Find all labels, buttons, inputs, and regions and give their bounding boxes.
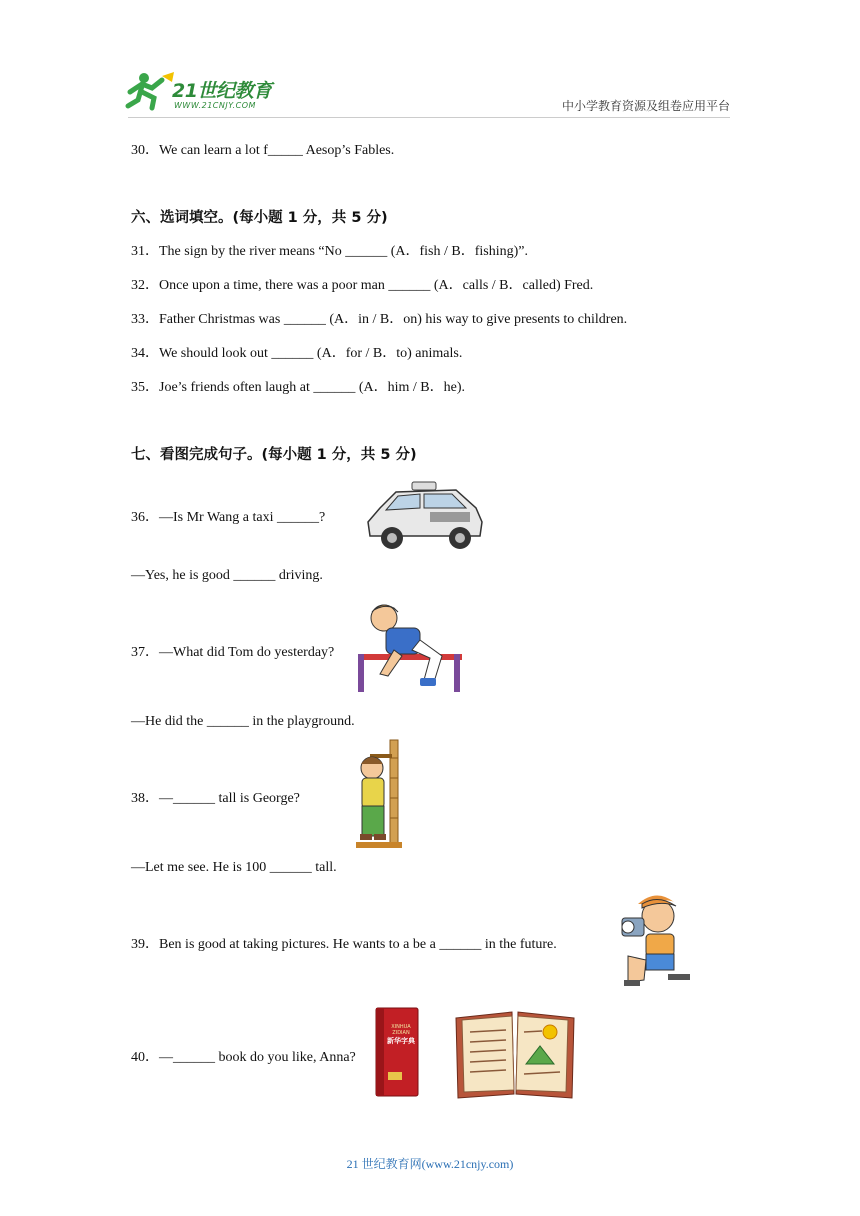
page-footer: 21 世纪教育网(www.21cnjy.com) [346, 1157, 514, 1171]
logo-title: 21世纪教育 [172, 80, 272, 102]
site-logo [122, 70, 292, 114]
platform-name: 中小学教育资源及组卷应用平台 [561, 99, 730, 113]
section-6-title: 六、选词填空。(每小题 1 分，共 5 分) [131, 210, 388, 226]
question-37-b: —He did the ______ in the playground. [131, 714, 355, 729]
dictionary-pinyin: XINHUA ZIDIAN [391, 1024, 411, 1036]
photographer-image [616, 890, 694, 990]
logo-url: WWW.21CNJY.COM [174, 101, 256, 110]
dictionary-title: 新华字典 [387, 1037, 415, 1045]
question-36-b: —Yes, he is good ______ driving. [131, 568, 323, 583]
taxi-image [360, 478, 488, 554]
question-34: 34．We should look out ______ (A．for / B．to) animals. [131, 346, 463, 361]
question-38-b: —Let me see. He is 100 ______ tall. [131, 860, 337, 875]
question-37-a: 37．—What did Tom do yesterday? [131, 645, 335, 660]
question-33: 33．Father Christmas was ______ (A．in / B．on) his way to give presents to children. [131, 312, 628, 327]
question-40: 40．—______ book do you like, Anna? [131, 1050, 356, 1065]
height-measure-image [352, 738, 408, 850]
question-30: 30．We can learn a lot f_____ Aesop’s Fables. [131, 143, 395, 158]
question-36-a: 36．—Is Mr Wang a taxi ______? [131, 510, 326, 525]
question-39: 39．Ben is good at taking pictures. He wants to a be a ______ in the future. [131, 937, 557, 952]
question-32: 32．Once upon a time, there was a poor man ______ (A．calls / B．called) Fred. [131, 278, 594, 293]
question-31: 31．The sign by the river means “No ______ (A．fish / B．fishing)”. [131, 244, 528, 259]
question-35: 35．Joe’s friends often laugh at ______ (A．him / B．he). [131, 380, 466, 395]
question-38-a: 38．—______ tall is George? [131, 791, 300, 806]
dictionary-image [374, 1006, 420, 1098]
open-book-image [452, 1008, 578, 1100]
header-divider [128, 117, 730, 118]
section-7-title: 七、看图完成句子。(每小题 1 分，共 5 分) [131, 447, 417, 463]
hurdle-boy-image [354, 600, 466, 695]
